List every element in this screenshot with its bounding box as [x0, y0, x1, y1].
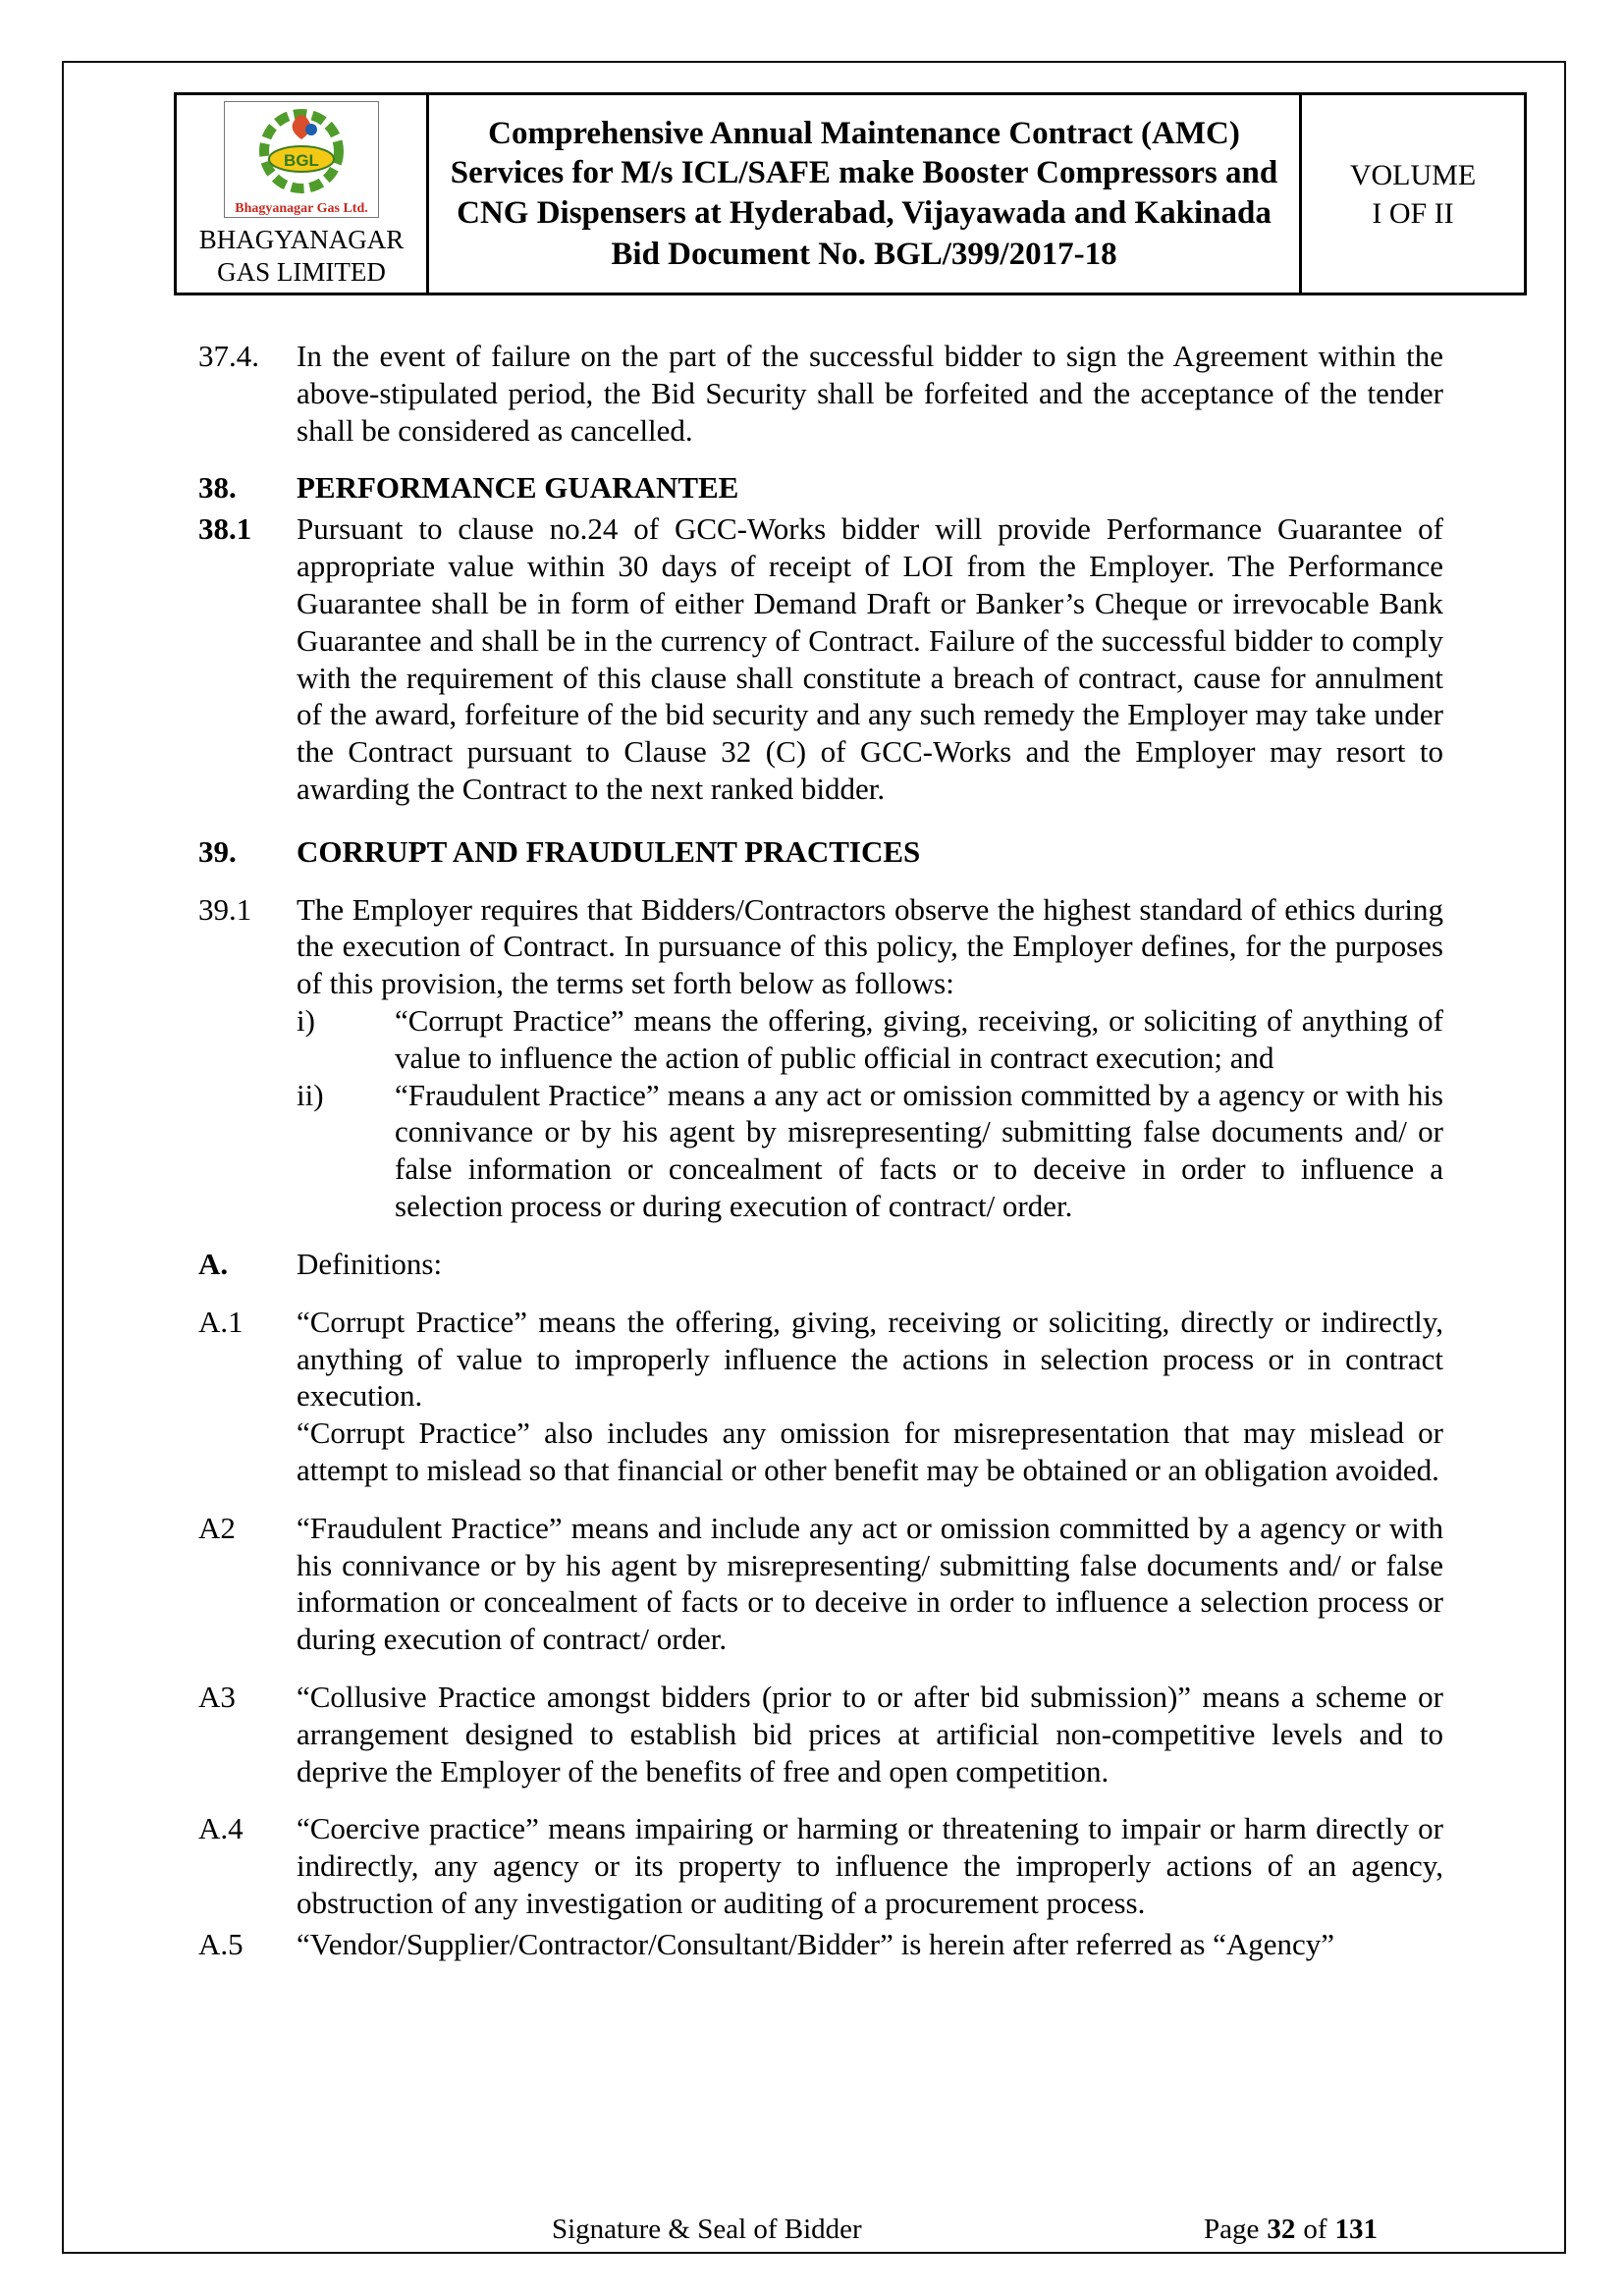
page-border: [62, 61, 1566, 2254]
document-body: [198, 338, 1443, 1963]
clause-a4: [198, 1810, 1443, 1921]
signature-label: Signature & Seal of Bidder: [552, 2214, 862, 2245]
clause-text: The Employer requires that Bidders/Contractors observe the highest standard of ethics during the execution of Contract. In pursuance of this policy, the Employer defines, for the purposes of this provision, the terms set forth below as follows:: [297, 891, 1443, 1001]
bid-document-number: Bid Document No. BGL/399/2017-18: [611, 236, 1117, 272]
clause-39-1: [198, 891, 1443, 1225]
clause-text: Pursuant to clause no.24 of GCC-Works bidder will provide Performance Guarantee of appropriate value within 30 days of receipt of LOI from the Employer. The Performance Guarantee shall be in form of either Demand Draft or Banker’s Cheque or irrevocable Bank Guarantee and shall be in the currency of Contract. Failure of the successful bidder to comply with the requirement of this clause shall constitute a breach of contract, cause for annulment of the award, forfeiture of the bid security and any such remedy the Employer may take under the Contract pursuant to Clause 32 (C) of GCC-Works and the Employer may resort to awarding the Contract to the next ranked bidder.: [297, 511, 1443, 806]
clause-body: [297, 1304, 1443, 1489]
volume-line1: VOLUME: [1349, 158, 1477, 191]
subclause-text: “Corrupt Practice” means the offering, giving, receiving, or soliciting of anything of value to influence the action of public official in contract execution; and: [395, 1003, 1443, 1075]
org-name-line2: GAS LIMITED: [217, 257, 386, 288]
organization-name: [183, 224, 420, 289]
clause-a5: [198, 1926, 1443, 1963]
clause-body: [297, 891, 1443, 1225]
clause-text: “Vendor/Supplier/Contractor/Consultant/Bidder” is herein after referred as “Agency”: [297, 1926, 1335, 1961]
header-title-cell: [428, 94, 1301, 294]
definitions-heading: [198, 1246, 1443, 1283]
clause-text: In the event of failure on the part of the successful bidder to sign the Agreement within the above-stipulated period, the Bid Security shall be forfeited and the acceptance of the tender shall be considered as cancelled.: [297, 339, 1443, 448]
clause-number: A.5: [198, 1926, 244, 1961]
subclause-number: i): [297, 1003, 315, 1038]
subclause-text: “Fraudulent Practice” means a any act or omission committed by a agency or with his connivance or by his agent by misrepresenting/ submitting false documents and/ or false information or concealment of facts or to deceive in order to influence a selection process or during execution of contract/ order.: [395, 1077, 1443, 1224]
page-footer: [64, 2207, 1564, 2246]
page-number: 32: [1267, 2214, 1296, 2245]
clause-number: A.4: [198, 1811, 244, 1846]
clause-37-4: [198, 338, 1443, 449]
section-number: A.: [198, 1246, 229, 1281]
volume-line2: I OF II: [1372, 196, 1454, 230]
clause-a1: [198, 1304, 1443, 1489]
section-number: 39.: [198, 833, 237, 869]
org-name-line1: BHAGYANAGAR: [198, 225, 405, 255]
svg-text:BGL: BGL: [284, 151, 319, 170]
clause-number: 38.1: [198, 511, 252, 547]
total-pages: 131: [1334, 2214, 1378, 2245]
header-table: [174, 92, 1527, 295]
subclause-i: [297, 1002, 1443, 1077]
section-title: PERFORMANCE GUARANTEE: [297, 470, 739, 506]
clause-text: “Collusive Practice amongst bidders (prior to or after bid submission)” means a scheme or arrangement designed to establish bid prices at artificial non-competitive levels and to deprive the Employer of the benefits of free and open competition.: [297, 1680, 1443, 1789]
clause-number: 39.1: [198, 891, 252, 927]
section-title: Definitions:: [297, 1246, 443, 1281]
clause-text: “Coercive practice” means impairing or harming or threatening to impair or harm directly or indirectly, any agency or its property to influence the improperly actions of an agency, obstruction of any investigation or auditing of a procurement process.: [297, 1811, 1443, 1921]
page-word: Page: [1203, 2214, 1260, 2245]
subclause-ii: [297, 1077, 1443, 1225]
clause-text: “Corrupt Practice” means the offering, giving, receiving or soliciting, directly or indirectly, anything of value to improperly influence the actions in selection process or in contract execution.: [297, 1304, 1443, 1414]
clause-a3: [198, 1679, 1443, 1789]
clause-number: A3: [198, 1680, 236, 1714]
clause-text: “Fraudulent Practice” means and include any act or omission committed by a agency or with his connivance or by his agent by misrepresenting/ submitting false documents and/ or false information or concealment of facts or to deceive in order to influence a selection process or during execution of contract/ order.: [297, 1510, 1443, 1657]
section-39-heading: [198, 833, 1443, 871]
header-logo-cell: [176, 94, 428, 294]
clause-number: A.1: [198, 1304, 244, 1339]
of-word: of: [1303, 2214, 1327, 2245]
document-title: Comprehensive Annual Maintenance Contract (AMC) Services for M/s ICL/SAFE make Booster Compressors and CNG Dispensers at Hyderabad, Vijayawada and Kakinada: [450, 116, 1278, 231]
volume-label: [1312, 156, 1514, 233]
clause-a2: [198, 1510, 1443, 1658]
clause-number: A2: [198, 1510, 236, 1545]
clause-38-1: [198, 510, 1443, 808]
section-38-heading: [198, 469, 1443, 507]
subclause-number: ii): [297, 1077, 324, 1112]
logo-caption: Bhagyanagar Gas Ltd.: [235, 201, 368, 216]
header-volume-cell: [1301, 94, 1526, 294]
section-number: 38.: [198, 470, 237, 506]
clause-text-2: “Corrupt Practice” also includes any omission for misrepresentation that may mislead or attempt to mislead so that financial or other benefit may be obtained or an obligation avoided.: [297, 1415, 1443, 1487]
bgl-logo-icon: [246, 151, 356, 202]
company-logo: [224, 101, 379, 218]
page-indicator: [1204, 2214, 1378, 2246]
section-title: CORRUPT AND FRAUDULENT PRACTICES: [297, 833, 921, 869]
clause-number: 37.4.: [198, 339, 259, 373]
